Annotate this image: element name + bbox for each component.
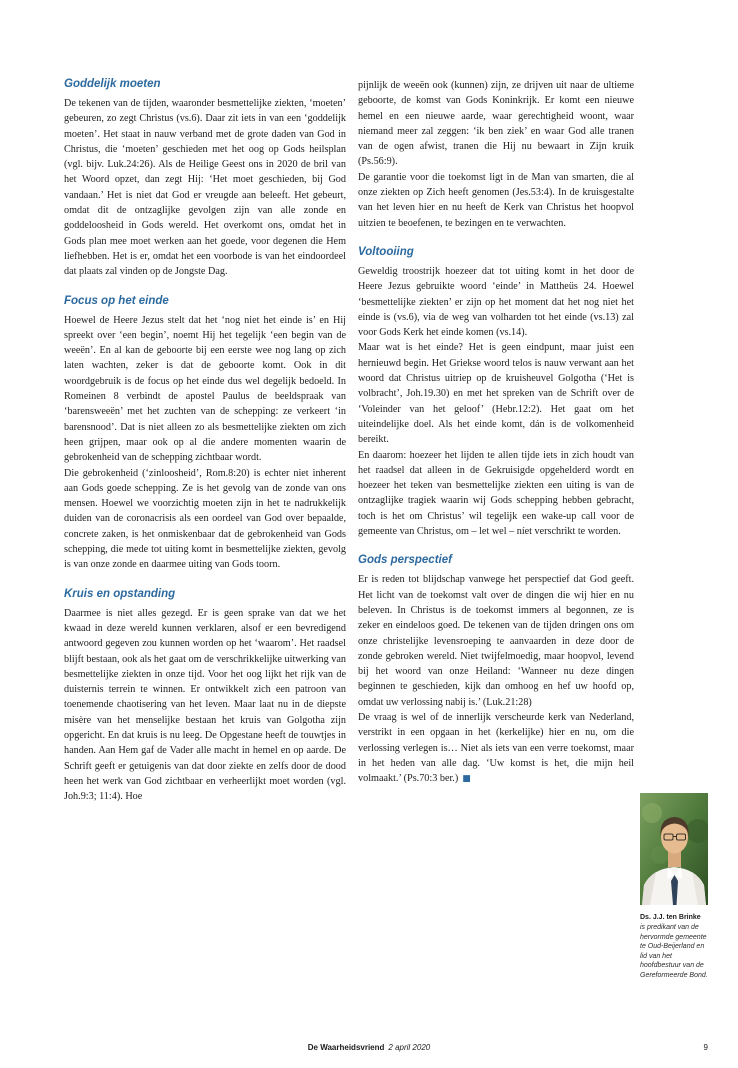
paragraph: pijnlijk de weeën ook (kunnen) zijn, ze drijven uit naar de ultieme geboorte, de komst van Gods Koninkrijk. Er komt een nieuwe hemel en een nieuwe aarde, waar gerechtigheid woont, waar niemand meer zal zeggen: ‘ik ben ziek’ en waar God alle tranen van de ogen afwist, tranen die Hij nu bewaart in Zijn kruik (Ps.56:9). — [358, 80, 634, 168]
page-footer — [0, 1043, 738, 1052]
paragraph: Hoewel de Heere Jezus stelt dat het ‘nog niet het einde is’ en Hij spreekt over ‘een begin’, noemt Hij het tegelijk ‘een begin van de weeën’. En al kan de geboorte bij een eerste wee nog lang op zich laten wachten, zeker is dat de geboorte komt. Ook in dit woordgebruik is de focus op het einde dus wel degelijk bedoeld. In Romeinen 8 verbindt de apostel Paulus de beeldspraak van ‘barensweeën’ met het zuchten van de schepping: ze verkeert ‘in barensnood’. Dat is niet alleen zo als besmettelijke ziekten om zich heen grijpen, maar ook op al die andere momenten waarin de gebrokenheid van de schepping zichtbaar wordt. — [64, 314, 346, 464]
section-focus-op-het-einde — [64, 295, 346, 573]
paragraph: Geweldig troostrijk hoezeer dat tot uiting komt in het door de Heere Jezus gebruikte woord ‘einde’ in Mattheüs 24. Hoewel ‘besmettelijke ziekten’ er zijn op het moment dat het nog niet het einde is (vs.6), via de weg van volharden tot het einde (vs.13) zal voor Gods Kerk het einde komen (vs.14). — [358, 265, 634, 339]
paragraph: Er is reden tot blijdschap vanwege het perspectief dat God geeft. Het licht van de toekomst valt over de dingen die wij hier en nu beleven. In Christus is de toekomst immers al begonnen, ze is zeker en eindeloos goed. De tekenen van de tijden dringen ons om onze christelijke levensroeping te aanvaarden in deze door de zonde gebroken wereld. Niet twijfelmoedig, maar hoopvol, levend bij het woord van onze Heiland: ‘Wanneer nu deze dingen beginnen te geschieden, kijk dan omhoog en hef uw hoofd op, omdat uw verlossing nabij is.’ (Luk.21:28) — [358, 574, 634, 708]
paragraph: Maar wat is het einde? Het is geen eindpunt, maar juist een hernieuwd begin. Het Griekse woord telos is nauw verwant aan het woord dat Christus uitriep op de kruisheuvel Golgotha (‘Het is volbracht’, Joh.19.30) en met het spreken van de Schrift over de ‘Voleinder van het geloof’ (Hebr.12:2). Het gaat om het uiteindelijke doel. Als het einde komt, dán is de volkomenheid bereikt. — [358, 342, 634, 446]
author-name: Ds. J.J. ten Brinke — [640, 914, 701, 921]
section-heading: Kruis en opstanding — [64, 587, 176, 600]
section-heading: Voltooiing — [358, 245, 414, 258]
paragraph: Die gebrokenheid (‘zinloosheid’, Rom.8:20) is echter niet inherent aan Gods goede schepping. Ze is het gevolg van de zonde van ons mensen. Hoewel we voorzichtig moeten zijn in het te nadrukkelijk duiden van de coronacrisis als een oordeel van God over bepaalde, concrete zaken, is het onmiskenbaar dat de gebrokenheid van Gods schepping, die mede tot uiting komt in besmettelijke ziekten, gevolg is van onze zonde en daarmee uiting van Gods toorn. — [64, 467, 346, 571]
page-number: 9 — [703, 1043, 708, 1052]
left-column — [64, 78, 346, 804]
right-column — [358, 78, 634, 787]
paragraph — [358, 710, 634, 787]
section-heading: Goddelijk moeten — [64, 78, 161, 90]
section-kruis-en-opstanding — [64, 588, 346, 805]
author-portrait-photo — [640, 793, 708, 905]
author-bio: is predikant van de hervormde gemeente te Oud-Beijerland en lid van het hoofdbestuur van de Gereformeerde Bond. — [640, 924, 708, 979]
section-heading: Gods perspectief — [358, 554, 452, 567]
magazine-title: De Waarheidsvriend — [307, 1043, 385, 1052]
paragraph: De garantie voor die toekomst ligt in de Man van smarten, die al onze ziekten op Zich heeft genomen (Jes.53:4). In de kruisgestalte van het leven hier en nu heeft de Kerk van Christus het hoopvol uitzien te beoefenen, te bezingen en te verwachten. — [358, 171, 634, 229]
section-goddelijk-moeten — [64, 78, 346, 280]
paragraph: De tekenen van de tijden, waaronder besmettelijke ziekten, ‘moeten’ gebeuren, zo zegt Christus (vs.6). Daar zit iets in van een ‘goddelijk moeten’. Het staat in nauw verband met de grote daden van God in Christus, die ‘moeten’ geschieden met het oog op Gods heilsplan (vgl. bijv. Luk.24:26). Als de Heilige Geest ons in 2020 de bril van het Woord opzet, dan zegt Hij: ‘Het moet geschieden, bij God vandaan.’ Het is niet dat God er vreugde aan beleeft. Het gebeurt, omdat dit de ontzaglijke gevolgen zijn van alle zonde en goddeloosheid in Gods wereld. Het overkomt ons, omdat het in Gods plan mee moet werken aan het goede, voor degenen die Hem liefhebben. Het is er, omdat het een voorbode is van het eindoordeel dat plaats zal vinden op de Jongste Dag. — [64, 98, 346, 278]
article-body — [64, 78, 710, 980]
issue-date: 2 april 2020 — [388, 1043, 431, 1052]
section-gods-perspectief — [358, 554, 634, 787]
paragraph: Daarmee is niet alles gezegd. Er is geen sprake van dat we het kwaad in deze wereld kunnen verklaren, alsof er een bevredigend antwoord gegeven zou kunnen worden op het ‘waarom’. Het raadsel blijft bestaan, ook als het gaat om de verschrikkelijke uitwerking van besmettelijke ziekten in onze tijd. Voor het oog lijkt het rijk van de duisternis terrein te winnen. Er ontwikkelt zich een patroon van toenemende chaotisering van het leven. Maar laat nu in de diepste misère van het menselijke bestaan het kruis van Golgotha zijn opgericht. En dat kruis is nu leeg. De Opgestane heeft de touwtjes in handen. Aan Hem gaf de Vader alle macht in hemel en op aarde. De Schrift geeft er getuigenis van dat door ziekte en zelfs door de dood heen het werk van God zichtbaar en verheerlijkt moet worden (vgl. Joh.9:3; 11:4). Hoe — [64, 607, 346, 803]
paragraph-text: De vraag is wel of de innerlijk verscheurde kerk van Nederland, verstrikt in een opgaan in het (kerkelijke) hier en nu, om die verlossing verlegen is… Niet als iets van een verre toekomst, maar in het heden van alle dag. ‘Uw komst is het, die mijn heil volmaakt.’ (Ps.70:3 ber.) — [358, 711, 634, 785]
author-sidebar — [640, 78, 710, 980]
section-continuation — [358, 78, 634, 231]
paragraph: En daarom: hoezeer het lijden te allen tijde iets in zich houdt van het raadsel dat alleen in de Gekruisigde opgehelderd wordt en hoezeer het teken van besmettelijke ziekten een uiting is van de ontzaglijke tragiek waarin wij Gods schepping hebben gebracht, toch is het om Christus’ wil tegelijk een wake-up call voor de gemeente van Christus, om – let wel – níet verschrikt te worden. — [358, 449, 634, 538]
end-of-article-mark: ■ — [462, 774, 471, 785]
section-voltooiing — [358, 246, 634, 539]
section-heading: Focus op het einde — [64, 294, 169, 307]
